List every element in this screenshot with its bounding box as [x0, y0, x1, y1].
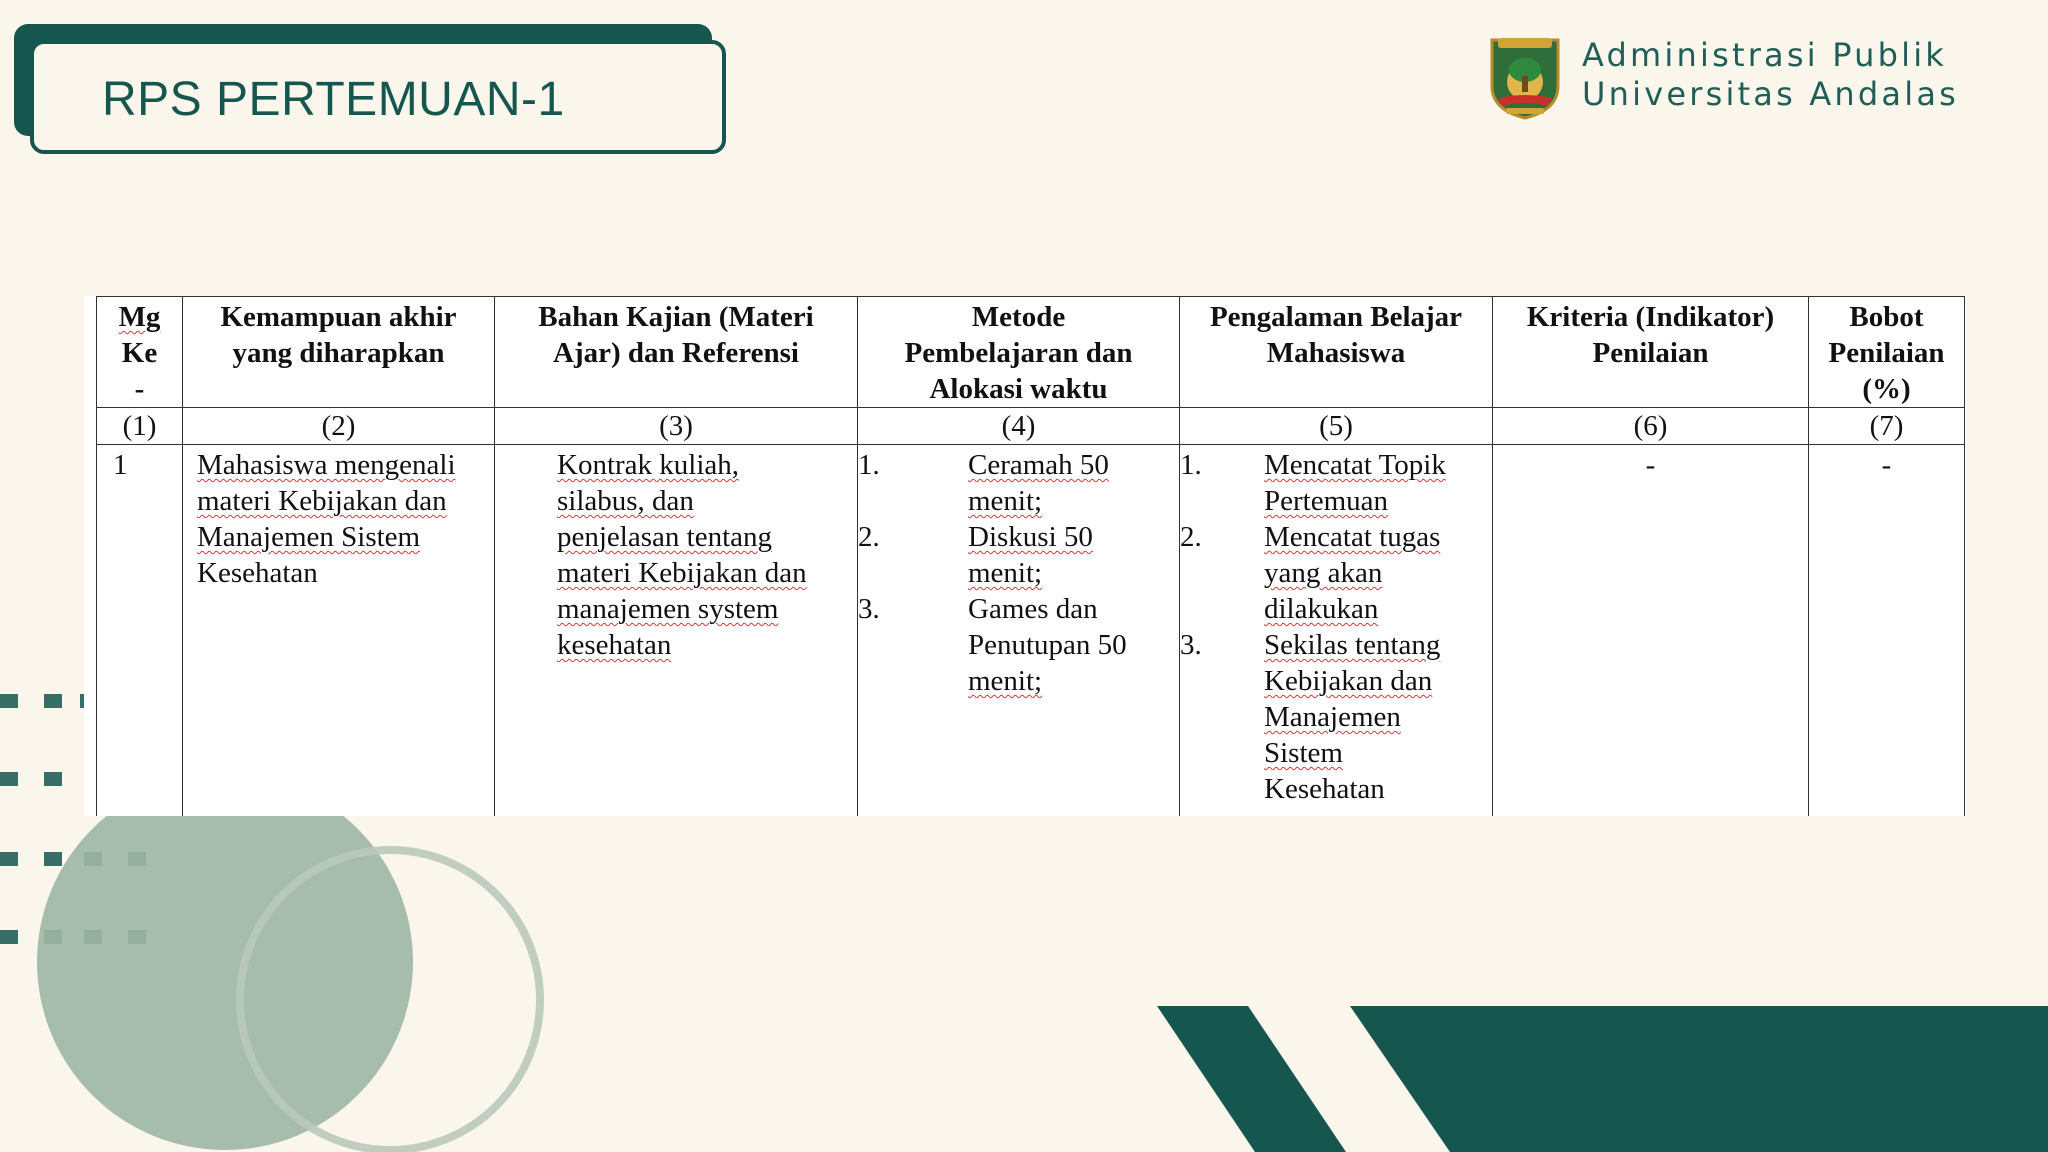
header-week-line2: Ke — [121, 337, 158, 369]
material-line — [557, 627, 857, 663]
material-line — [557, 447, 857, 483]
header-method-line3: Alokasi waktu — [929, 373, 1108, 405]
column-number: (5) — [1180, 408, 1493, 445]
organization-line-1: Administrasi Publik — [1582, 36, 1948, 74]
rps-table — [96, 296, 1965, 816]
list-item-text: Diskusi 50 — [968, 521, 1093, 553]
list-item-number: 1. — [858, 449, 880, 481]
material-line-text: materi Kebijakan dan — [557, 557, 807, 589]
header-weight-line1: Bobot — [1849, 301, 1924, 333]
header-method-line2: Pembelajaran dan — [904, 337, 1133, 369]
organization-name — [1582, 36, 1959, 114]
header-ability-line1: Kemampuan akhir — [220, 301, 457, 333]
list-item-text: dilakukan — [1264, 593, 1379, 625]
ability-line — [197, 483, 494, 519]
header-criteria-line1: Kriteria (Indikator) — [1526, 301, 1775, 333]
list-item — [1180, 447, 1492, 519]
ability-line — [197, 447, 494, 483]
list-item-text: Penutupan 50 — [968, 629, 1127, 661]
cell-weight: - — [1809, 445, 1965, 817]
column-number: (7) — [1809, 408, 1965, 445]
header-weight — [1809, 297, 1965, 408]
table-column-number-row — [97, 408, 1965, 445]
ability-line-text: Manajemen Sistem — [197, 521, 421, 553]
header-material — [495, 297, 858, 408]
list-item — [1180, 627, 1492, 807]
header-material-line1: Bahan Kajian (Materi — [538, 301, 814, 333]
cell-ability — [183, 445, 495, 817]
list-item-text: Sistem — [1264, 737, 1343, 769]
material-line — [557, 519, 857, 555]
decor-stripe-1 — [1157, 1006, 1346, 1152]
list-item — [858, 447, 1179, 519]
header-criteria-line2: Penilaian — [1592, 337, 1709, 369]
list-item — [1180, 519, 1492, 627]
column-number: (4) — [858, 408, 1180, 445]
header-ability — [183, 297, 495, 408]
material-line — [557, 591, 857, 627]
list-item-text: Games dan — [968, 593, 1098, 625]
header-weight-line2: Penilaian — [1828, 337, 1945, 369]
list-item-number: 1. — [1180, 449, 1202, 481]
material-line — [557, 555, 857, 591]
cell-material — [495, 445, 858, 817]
header-week-line3: - — [134, 373, 145, 405]
table-row — [97, 445, 1965, 817]
ability-line-text: Mahasiswa mengenali — [197, 449, 456, 481]
cell-criteria: - — [1493, 445, 1809, 817]
cell-experience — [1180, 445, 1493, 817]
list-item-number: 3. — [858, 593, 880, 625]
ability-line-text: materi Kebijakan dan — [197, 485, 447, 517]
cell-week: 1 — [97, 445, 183, 817]
header-material-line2: Ajar) dan Referensi — [553, 337, 799, 369]
rps-table-container — [84, 296, 1966, 816]
method-list — [858, 447, 1179, 699]
list-item-text: Mencatat Topik — [1264, 449, 1446, 481]
list-item-text: Pertemuan — [1264, 485, 1389, 517]
organization-line-2: Universitas Andalas — [1582, 75, 1960, 113]
university-andalas-seal-icon — [1488, 34, 1562, 120]
list-item-text: Kesehatan — [1264, 773, 1385, 805]
header-week — [97, 297, 183, 408]
ability-line-text: Kesehatan — [197, 557, 318, 589]
list-item-text: menit; — [968, 557, 1043, 589]
header-criteria — [1493, 297, 1809, 408]
column-number: (6) — [1493, 408, 1809, 445]
list-item-number: 2. — [1180, 521, 1202, 553]
list-item-text: menit; — [968, 665, 1043, 697]
cell-method — [858, 445, 1180, 817]
list-item-text: Sekilas tentang — [1264, 629, 1441, 661]
list-item-text: Manajemen — [1264, 701, 1401, 733]
ability-line — [197, 519, 494, 555]
page-title: RPS PERTEMUAN-1 — [102, 73, 565, 126]
material-line-text: kesehatan — [557, 629, 672, 661]
material-line — [557, 483, 857, 519]
header-experience — [1180, 297, 1493, 408]
table-header-row — [97, 297, 1965, 408]
list-item-text: Kebijakan dan — [1264, 665, 1433, 697]
material-line-text: manajemen system — [557, 593, 779, 625]
ability-line — [197, 555, 494, 591]
header-method — [858, 297, 1180, 408]
column-number: (3) — [495, 408, 858, 445]
experience-list — [1180, 447, 1492, 807]
column-number: (1) — [97, 408, 183, 445]
list-item-text: menit; — [968, 485, 1043, 517]
header-experience-line1: Pengalaman Belajar — [1209, 301, 1463, 333]
header-ability-line2: yang diharapkan — [232, 337, 445, 369]
title-banner — [30, 40, 726, 154]
header-experience-line2: Mahasiswa — [1266, 337, 1406, 369]
list-item-text: yang akan — [1264, 557, 1383, 589]
header-method-line1: Metode — [971, 301, 1066, 333]
list-item-number: 2. — [858, 521, 880, 553]
list-item — [858, 519, 1179, 591]
list-item — [858, 591, 1179, 699]
column-number: (2) — [183, 408, 495, 445]
decor-filled-circle — [37, 774, 413, 1150]
list-item-text: Ceramah 50 — [968, 449, 1109, 481]
header-week-line1: Mg — [118, 301, 161, 333]
material-line-text: silabus, dan — [557, 485, 694, 517]
material-line-text: Kontrak kuliah, — [557, 449, 740, 481]
list-item-number: 3. — [1180, 629, 1202, 661]
header-weight-line3: (%) — [1862, 373, 1911, 405]
decor-stripe-2 — [1350, 1006, 2048, 1152]
material-line-text: penjelasan tentang — [557, 521, 772, 553]
list-item-text: Mencatat tugas — [1264, 521, 1441, 553]
